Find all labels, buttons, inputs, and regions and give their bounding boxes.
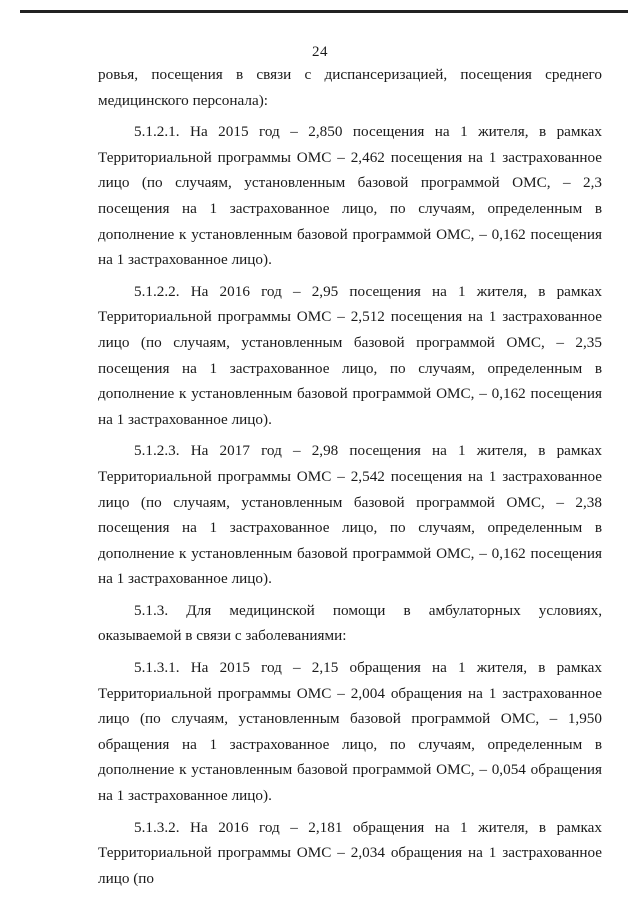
paragraph-5-1-2-2: 5.1.2.2. На 2016 год – 2,95 посещения на 1 жителя, в рамках Территориальной программы ОМС – 2,512 посещения на 1 застрахованное лицо (по случаям, установленным базовой программой ОМС, – 2,35 посещения на 1 застрахованное лицо, по случаям, определенным в дополнение к установленным базовой программой ОМС, – 0,162 посещения на 1 застрахованное лицо). [98, 282, 602, 428]
page-number: 24 [312, 44, 328, 60]
paragraph-5-1-3: 5.1.3. Для медицинской помощи в амбулаторных условиях, оказываемой в связи с заболеваниями: [98, 601, 602, 645]
paragraph-5-1-2-3: 5.1.2.3. На 2017 год – 2,98 посещения на 1 жителя, в рамках Территориальной программы ОМС – 2,542 посещения на 1 застрахованное лицо (по случаям, установленным базовой программой ОМС, – 2,38 посещения на 1 застрахованное лицо, по случаям, определенным в дополнение к установленным базовой программой ОМС, – 0,162 посещения на 1 застрахованное лицо). [98, 442, 602, 588]
paragraph-5-1-2-1: 5.1.2.1. На 2015 год – 2,850 посещения на 1 жителя, в рамках Территориальной программы ОМС – 2,462 посещения на 1 застрахованное лицо (по случаям, установленным базовой программой ОМС, – 2,3 посещения на 1 застрахованное лицо, по случаям, определенным в дополнение к установленным базовой программой ОМС, – 0,162 посещения на 1 застрахованное лицо). [98, 123, 602, 269]
paragraph-continuation: ровья, посещения в связи с диспансеризацией, посещения среднего медицинского персонала): [98, 66, 602, 109]
scan-top-border [20, 10, 628, 13]
document-body [98, 62, 602, 897]
paragraph-5-1-3-1: 5.1.3.1. На 2015 год – 2,15 обращения на 1 жителя, в рамках Территориальной программы ОМС – 2,004 обращения на 1 застрахованное лицо (по случаям, установленным базовой программой ОМС, – 1,950 обращения на 1 застрахованное лицо, по случаям, определенным в дополнение к установленным базовой программой ОМС, – 0,054 обращения на 1 застрахованное лицо). [98, 659, 602, 805]
paragraph-5-1-3-2: 5.1.3.2. На 2016 год – 2,181 обращения на 1 жителя, в рамках Территориальной программы ОМС – 2,034 обращения на 1 застрахованное лицо (по [98, 818, 602, 887]
